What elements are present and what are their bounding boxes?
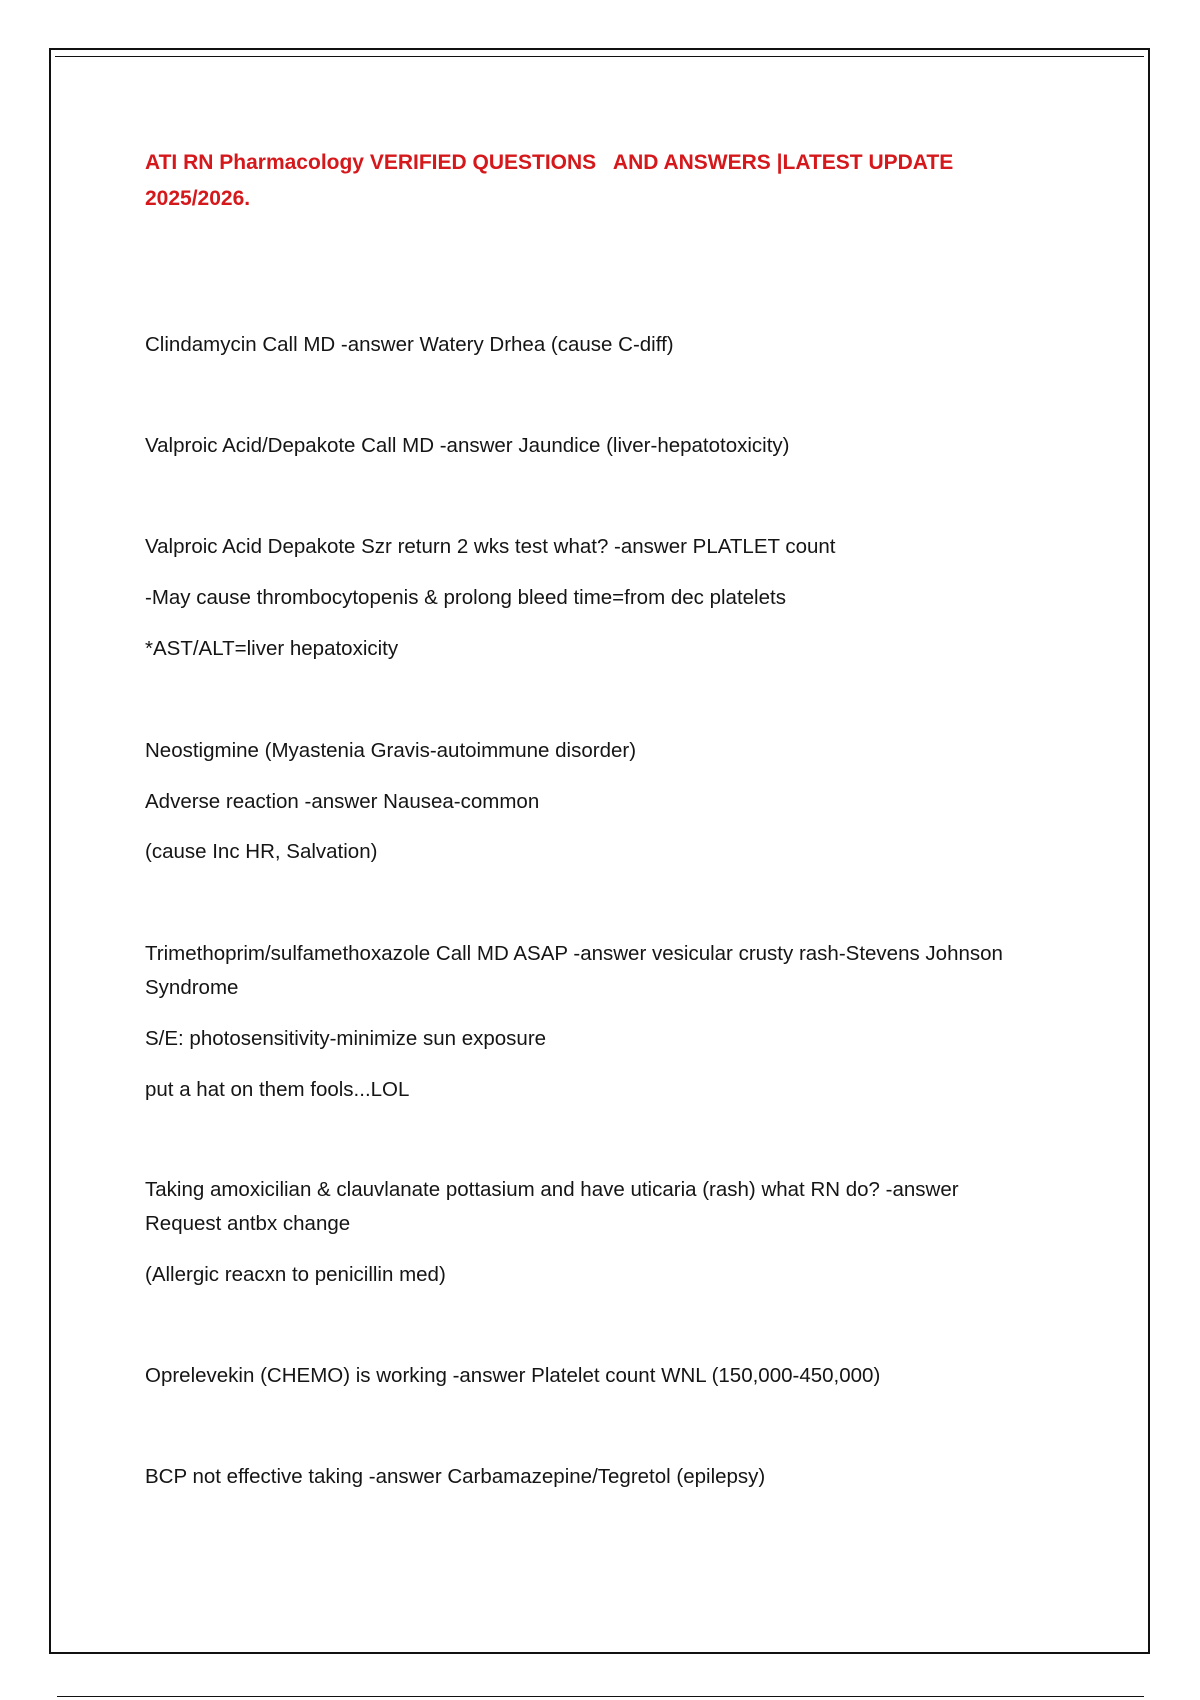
entry-amoxicillin: Taking amoxicilian & clauvlanate pottasium and have uticaria (rash) what RN do? -answer Request antbx change [145,1178,965,1235]
entry-valproic-platelet: Valproic Acid Depakote Szr return 2 wks test what? -answer PLATLET count [145,535,836,558]
entry-ast-alt-note: *AST/ALT=liver hepatoxicity [145,637,399,660]
entry-neostigmine-note: (cause Inc HR, Salvation) [145,840,378,863]
entry-thrombocytopenia-note: -May cause thrombocytopenis & prolong bleed time=from dec platelets [145,586,786,609]
entry-valproic-call-md: Valproic Acid/Depakote Call MD -answer Jaundice (liver-hepatotoxicity) [145,434,790,457]
document-title: ATI RN Pharmacology VERIFIED QUESTIONS AND ANSWERS |LATEST UPDATE 2025/2026. [145,151,960,210]
footer-rule [57,1696,1144,1697]
page-border-inner-top [55,56,1144,57]
entry-clindamycin: Clindamycin Call MD -answer Watery Drhea (cause C-diff) [145,333,674,356]
entry-neostigmine: Neostigmine (Myastenia Gravis-autoimmune disorder) [145,739,637,762]
entry-hat-note: put a hat on them fools...LOL [145,1078,410,1101]
entry-bcp: BCP not effective taking -answer Carbamazepine/Tegretol (epilepsy) [145,1465,766,1488]
entry-allergic-note: (Allergic reacxn to penicillin med) [145,1263,446,1286]
entry-trimethoprim: Trimethoprim/sulfamethoxazole Call MD ASAP -answer vesicular crusty rash-Stevens Johnson Syndrome [145,942,1009,999]
entry-oprelevekin: Oprelevekin (CHEMO) is working -answer Platelet count WNL (150,000-450,000) [145,1364,881,1387]
entry-photosensitivity: S/E: photosensitivity-minimize sun exposure [145,1027,547,1050]
entry-adverse-reaction: Adverse reaction -answer Nausea-common [145,790,540,813]
